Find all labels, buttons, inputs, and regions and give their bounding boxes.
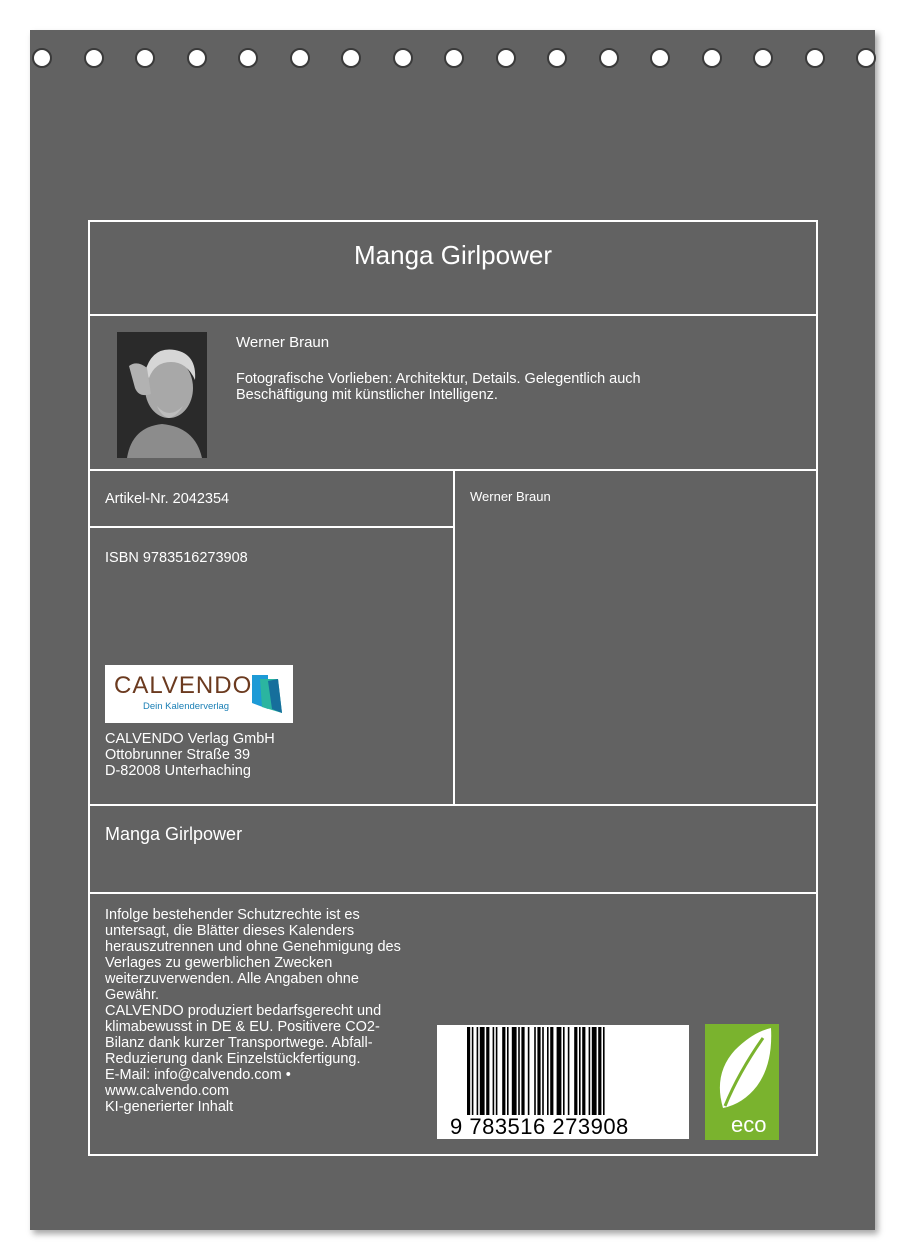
binding-hole [496,48,516,68]
barcode-bar [582,1027,585,1115]
author-photo [117,332,207,458]
barcode-bar [557,1027,562,1115]
author-name: Werner Braun [236,334,330,351]
legal-text: Infolge bestehender Schutzrechte ist es untersagt, die Blätter dieses Kalenders herauszutrennen und ohne Genehmigung des Verlages zu gewerblichen Zwecken weiterzuverwenden. Alle Angaben ohne Gewähr. CALVENDO produziert bedarfsgerecht und klimabewusst in DE & EU. Positivere CO2- Bilanz dank kurzer Transportwege. Abfall- Reduzierung dank Einzelstückfertigung. E-Mail: info@calvendo.com • www.calvendo.com KI-generierter Inhalt [105,907,401,1115]
barcode-bar [537,1027,540,1115]
article-number-box [88,469,455,528]
binding-hole [599,48,619,68]
logo-tagline: Dein Kalenderverlag [143,701,230,712]
barcode-bar [493,1027,495,1115]
binding-hole [856,48,876,68]
barcode-bar [568,1027,570,1115]
barcode-bar [477,1027,479,1115]
right-panel [453,469,818,806]
calendar-title: Manga Girlpower [354,240,552,270]
isbn: ISBN 9783516273908 [105,550,248,566]
logo-brand: CALVENDO [114,672,253,699]
barcode-bar [467,1027,470,1115]
barcode-bar [496,1027,498,1115]
barcode-bar [589,1027,591,1115]
binding-hole [187,48,207,68]
barcode-bar [603,1027,605,1115]
title-box [88,220,818,316]
barcode-bar [486,1027,489,1115]
binding-hole [393,48,413,68]
binding-hole [444,48,464,68]
barcode-bar [592,1027,597,1115]
binding-hole [238,48,258,68]
barcode-bar [521,1027,524,1115]
barcode-bar [563,1027,565,1115]
barcode-bar [512,1027,517,1115]
binding-hole [84,48,104,68]
barcode-bar [472,1027,474,1115]
barcode-bar [547,1027,549,1115]
barcode-bar [507,1027,509,1115]
binding-hole [702,48,722,68]
binding-hole [341,48,361,68]
article-number: Artikel-Nr. 2042354 [105,491,230,507]
publisher-box [88,526,455,806]
barcode-bar [542,1027,544,1115]
binding-hole [290,48,310,68]
calendar-subtitle: Manga Girlpower [105,824,243,844]
binding-hole [753,48,773,68]
binding-hole [547,48,567,68]
binding-hole [805,48,825,68]
author-box [88,314,818,471]
barcode-bar [534,1027,536,1115]
calvendo-logo-icon [248,673,286,715]
calvendo-logo [105,665,293,723]
barcode-bar [550,1027,553,1115]
barcode-bar [579,1027,581,1115]
leaf-icon [705,1024,779,1114]
barcode-bar [598,1027,601,1115]
subtitle-box [88,804,818,894]
binding-hole [32,48,52,68]
right-panel-author: Werner Braun [470,489,551,504]
barcode-bar [502,1027,505,1115]
barcode-bar [518,1027,520,1115]
author-bio: Fotografische Vorlieben: Architektur, Details. Gelegentlich auch Beschäftigung mit künstlicher Intelligenz. [236,371,641,403]
barcode [437,1025,689,1139]
publisher-address: CALVENDO Verlag GmbH Ottobrunner Straße 39 D-82008 Unterhaching [105,731,275,779]
binding-hole [135,48,155,68]
spiral-binding [0,0,905,80]
eco-label: eco [731,1112,767,1137]
footer-box [88,892,818,1156]
binding-hole [650,48,670,68]
barcode-bar [528,1027,530,1115]
barcode-number: 9 783516 273908 [450,1114,629,1139]
eco-badge [705,1024,779,1140]
barcode-bar [480,1027,485,1115]
barcode-bar [574,1027,577,1115]
